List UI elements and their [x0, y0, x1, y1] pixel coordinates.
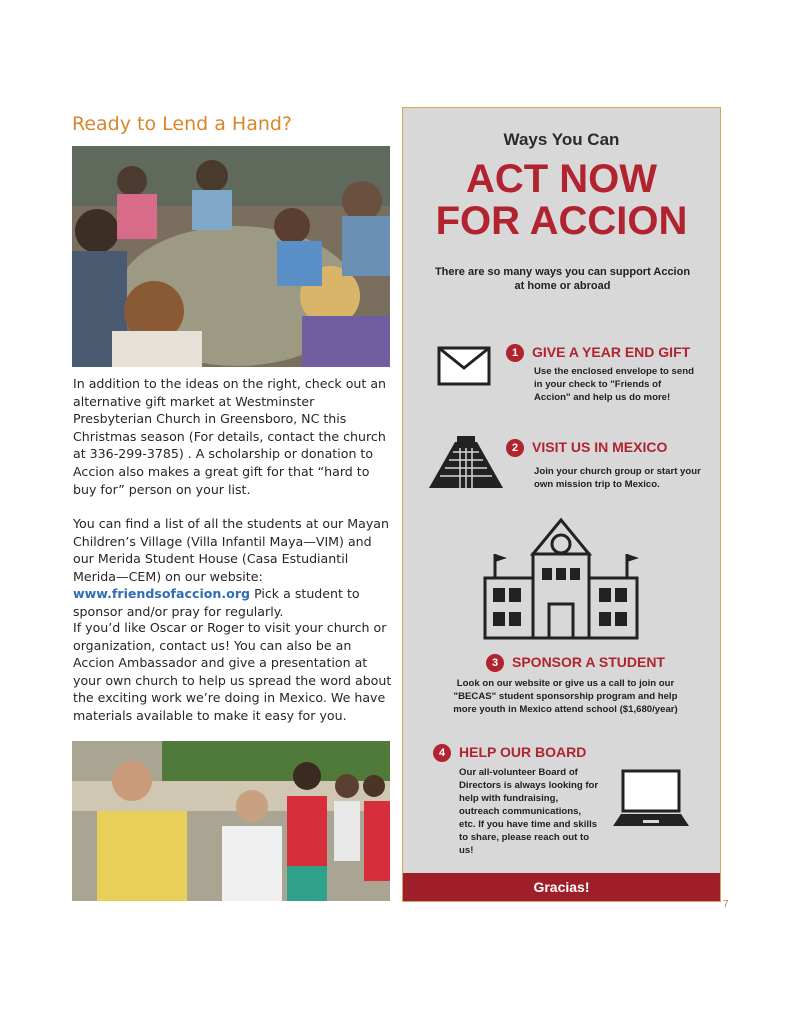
work-photo: [72, 741, 390, 901]
panel-title: Ways You Can: [503, 130, 620, 149]
panel-intro: There are so many ways you can support Accion at home or abroad: [434, 266, 691, 292]
laptop-icon: [611, 768, 691, 830]
item-4-title: HELP OUR BOARD: [459, 744, 587, 760]
group-photo: [72, 146, 390, 367]
item-2-number: 2: [506, 439, 524, 457]
item-3-desc: Look on our website or give us a call to join our "BECAS" student sponsorship program and help more youth in Mexico attend school ($1,680/year): [453, 678, 678, 715]
item-4-number: 4: [433, 744, 451, 762]
paragraph-ambassador: If you’d like Oscar or Roger to visit your church or organization, contact us! You can also be an Accion Ambassador and give a presentation at your own church to help us spread the word about the exciting work we’re doing in Mexico. We have materials available to make it easy for you.: [73, 620, 392, 723]
item-3-number: 3: [486, 654, 504, 672]
page-number: 7: [723, 899, 729, 910]
paragraph-students: [73, 515, 393, 621]
panel-headline: [403, 158, 720, 242]
item-4-desc: Our all-volunteer Board of Directors is always looking for help with fundraising, outreach communications, etc. If you have time and skills to share, please reach out to us!: [459, 767, 599, 856]
section-heading: Ready to Lend a Hand?: [72, 113, 293, 135]
item-2-desc: Join your church group or start your own mission trip to Mexico.: [534, 466, 701, 490]
paragraph-students-text-end: Pick a student to sponsor and/or pray for regularly.: [73, 586, 360, 619]
item-2-title: VISIT US IN MEXICO: [532, 439, 668, 455]
panel-footer: Gracias!: [403, 873, 720, 901]
paragraph-gift-market: In addition to the ideas on the right, check out an alternative gift market at Westminster Presbyterian Church in Greensboro, NC this Christmas season (For details, contact the church at 336-299-3785) . A scholarship or donation to Accion also makes a great gift for that “hard to buy for” person on your list.: [73, 376, 387, 497]
item-1-desc: Use the enclosed envelope to send in your check to "Friends of Accion" and help us do more!: [534, 366, 694, 403]
school-building-icon: [481, 516, 641, 641]
paragraph-students-text: You can find a list of all the students at our Mayan Children’s Village (Villa Infantil Maya—VIM) and our Merida Student House (Casa Estudiantil Merida—CEM) on our website:: [73, 516, 389, 584]
item-3-title: SPONSOR A STUDENT: [512, 654, 665, 670]
envelope-icon: [437, 346, 491, 386]
action-panel: [402, 107, 721, 902]
website-link[interactable]: www.friendsofaccion.org: [73, 586, 251, 602]
headline-line-1: ACT NOW: [465, 157, 658, 201]
headline-line-2: FOR ACCION: [435, 199, 688, 243]
item-1-title: GIVE A YEAR END GIFT: [532, 344, 691, 360]
pyramid-icon: [427, 434, 505, 490]
item-1-number: 1: [506, 344, 524, 362]
